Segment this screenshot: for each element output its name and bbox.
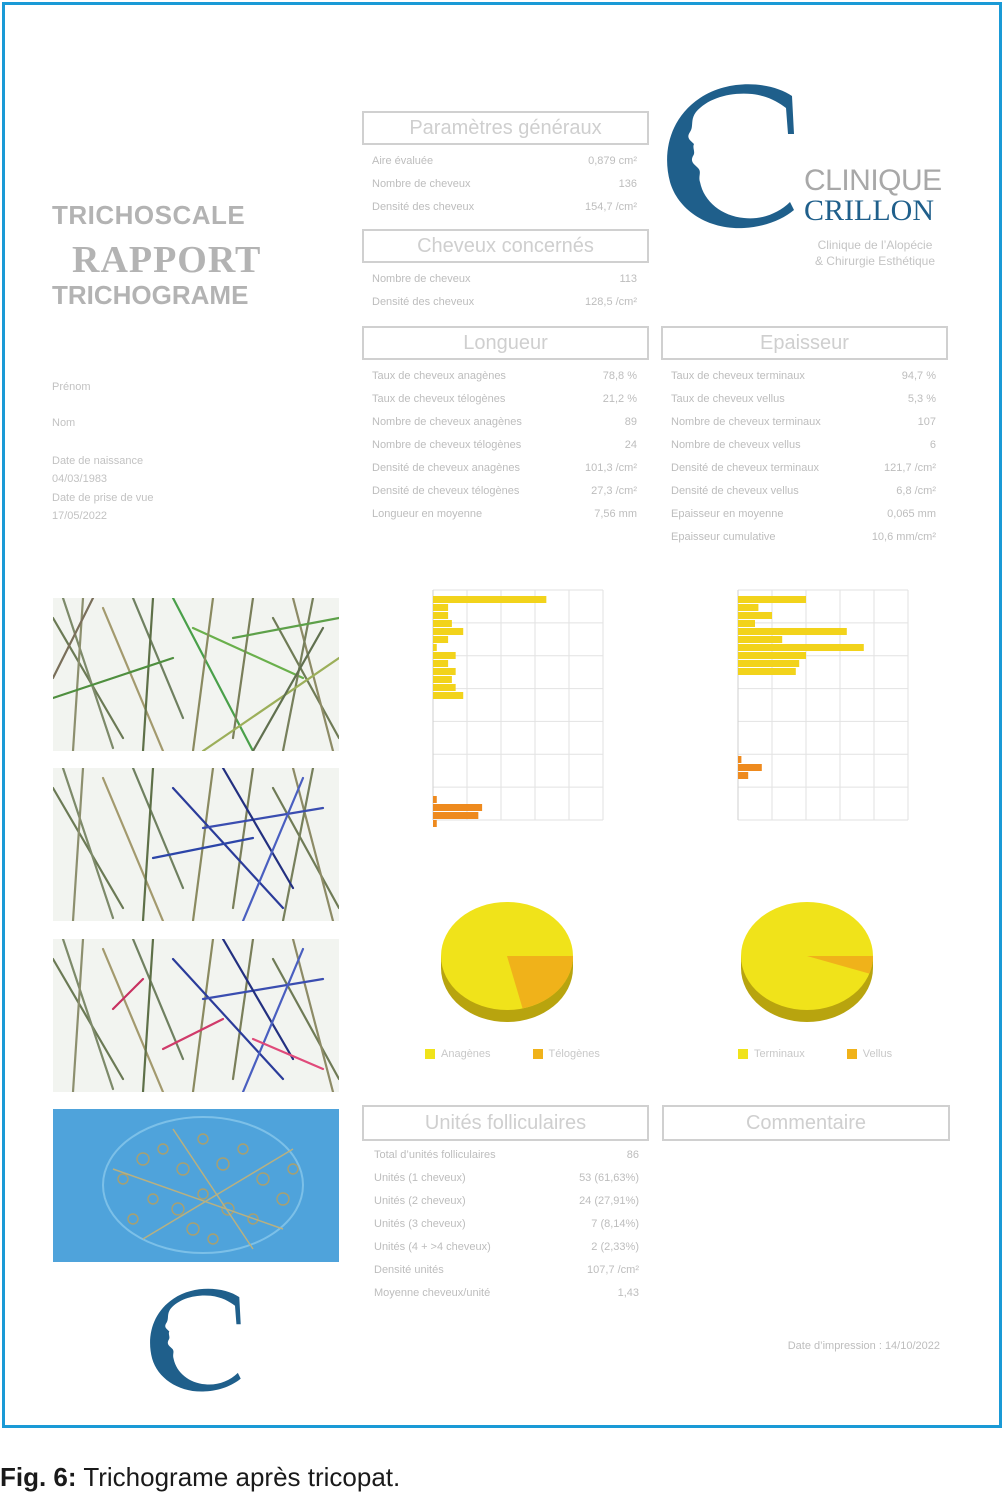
table-row [372, 434, 637, 457]
row-label: Densité de cheveux anagènes [372, 462, 520, 474]
bar-anagènes [433, 668, 456, 675]
bar-terminaux [738, 596, 806, 603]
row-label: Densité unités [374, 1264, 444, 1276]
row-label: Moyenne cheveux/unité [374, 1287, 491, 1299]
row-label: Taux de cheveux terminaux [671, 370, 805, 382]
bar-terminaux [738, 604, 758, 611]
bar-terminaux [738, 620, 755, 627]
thickness-pie-legend [738, 1048, 892, 1060]
table-row [372, 173, 637, 196]
figure-caption-label: Fig. 6: [0, 1462, 77, 1492]
bar-anagènes [433, 692, 463, 699]
row-label: Epaisseur en moyenne [671, 508, 784, 520]
table-row [374, 1282, 639, 1305]
row-value: 113 [619, 273, 637, 285]
trichogram-photo-3 [53, 939, 339, 1092]
row-label: Unités (1 cheveux) [374, 1172, 466, 1184]
bar-anagènes [433, 644, 437, 651]
row-label: Densité de cheveux télogènes [372, 485, 520, 497]
report-title-trichoscale: TRICHOSCALE [52, 200, 246, 230]
legend-label: Vellus [862, 1048, 893, 1060]
bar-vellus [738, 756, 741, 763]
comment-title: Commentaire [662, 1105, 950, 1141]
row-label: Taux de cheveux télogènes [372, 393, 506, 405]
bar-télogènes [433, 804, 482, 811]
bar-anagènes [433, 652, 456, 659]
report-title-rapport: RAPPORT [72, 239, 262, 281]
meta-shot-date: 17/05/2022 [52, 510, 108, 522]
table-row [372, 268, 637, 291]
row-value: 24 (27,91%) [579, 1195, 639, 1207]
row-value: 107,7 /cm² [587, 1264, 639, 1276]
row-value: 27,3 /cm² [591, 485, 637, 497]
table-row [671, 388, 936, 411]
bar-anagènes [433, 612, 448, 619]
row-label: Nombre de cheveux [372, 178, 471, 190]
row-label: Unités (4 + >4 cheveux) [374, 1241, 491, 1253]
bar-anagènes [433, 620, 452, 627]
row-label: Unités (2 cheveux) [374, 1195, 466, 1207]
table-row [374, 1236, 639, 1259]
table-row [671, 365, 936, 388]
legend-swatch-anagen [425, 1049, 435, 1059]
bar-télogènes [433, 820, 437, 827]
thickness-pie-chart [735, 900, 885, 1030]
row-value: 78,8 % [602, 370, 637, 382]
bar-anagènes [433, 684, 456, 691]
thickness-title: Epaisseur [661, 326, 948, 360]
table-row [374, 1259, 639, 1282]
legend-swatch-vellus [847, 1049, 857, 1059]
table-row [372, 480, 637, 503]
table-row [372, 503, 637, 526]
row-label: Densité des cheveux [372, 201, 475, 213]
table-row [671, 480, 936, 503]
trichogram-photo-1 [53, 598, 339, 751]
legend-label: Terminaux [754, 1048, 805, 1060]
follicular-units-photo [53, 1109, 339, 1262]
row-label: Longueur en moyenne [372, 508, 483, 520]
bar-anagènes [433, 676, 452, 683]
meta-lastname: Nom [52, 417, 76, 429]
length-histogram [395, 580, 625, 860]
length-pie-legend [425, 1048, 600, 1060]
meta-shot-date-label: Date de prise de vue [52, 492, 154, 504]
bar-terminaux [738, 652, 806, 659]
bar-vellus [738, 764, 762, 771]
report-title-trichograme: TRICHOGRAME [52, 280, 249, 310]
clinic-logo-c-icon [660, 82, 800, 230]
length-title: Longueur [362, 326, 649, 360]
table-row [372, 291, 637, 314]
clinic-logo-line1: CLINIQUE [804, 164, 942, 197]
row-value: 107 [917, 416, 936, 428]
legend-swatch-terminal [738, 1049, 748, 1059]
trichogram-photo-2 [53, 768, 339, 921]
bar-anagènes [433, 636, 448, 643]
params-table [372, 150, 637, 219]
bar-anagènes [433, 628, 463, 635]
row-value: 136 [618, 178, 637, 190]
thickness-histogram [700, 580, 930, 860]
clinic-logo-small-c-icon [145, 1286, 245, 1394]
row-value: 10,6 mm/cm² [871, 531, 936, 543]
row-label: Epaisseur cumulative [671, 531, 776, 543]
row-value: 53 (61,63%) [579, 1172, 639, 1184]
table-row [671, 434, 936, 457]
table-row [372, 457, 637, 480]
row-label: Nombre de cheveux anagènes [372, 416, 522, 428]
row-label: Taux de cheveux anagènes [372, 370, 506, 382]
table-row [372, 365, 637, 388]
bar-anagènes [433, 660, 448, 667]
clinic-logo-sub1: Clinique de l’Alopécie [817, 238, 933, 252]
follicular-title: Unités folliculaires [362, 1105, 649, 1141]
clinic-logo-line2: CRILLON [804, 194, 934, 227]
concerned-table [372, 268, 637, 314]
bar-anagènes [433, 596, 546, 603]
row-label: Nombre de cheveux télogènes [372, 439, 522, 451]
row-value: 5,3 % [907, 393, 936, 405]
legend-swatch-telogen [533, 1049, 543, 1059]
row-value: 0,879 cm² [588, 155, 637, 167]
table-row [372, 388, 637, 411]
table-row [374, 1213, 639, 1236]
row-label: Densité de cheveux vellus [671, 485, 799, 497]
length-table [372, 365, 637, 526]
row-label: Taux de cheveux vellus [671, 393, 785, 405]
bar-terminaux [738, 628, 847, 635]
bar-anagènes [433, 604, 448, 611]
row-value: 6,8 /cm² [896, 485, 936, 497]
legend-label: Télogènes [548, 1048, 600, 1060]
row-value: 86 [626, 1149, 639, 1161]
params-title: Paramètres généraux [362, 111, 649, 145]
row-value: 2 (2,33%) [591, 1241, 639, 1253]
bar-terminaux [738, 668, 796, 675]
table-row [374, 1190, 639, 1213]
meta-birthdate-label: Date de naissance [52, 455, 144, 467]
thickness-table [671, 365, 936, 549]
row-value: 7 (8,14%) [591, 1218, 639, 1230]
length-pie-chart [435, 900, 585, 1030]
bar-vellus [738, 772, 748, 779]
print-date: Date d’impression : 14/10/2022 [787, 1340, 940, 1352]
bar-télogènes [433, 812, 478, 819]
row-label: Nombre de cheveux vellus [671, 439, 801, 451]
row-value: 1,43 [617, 1287, 639, 1299]
table-row [372, 196, 637, 219]
table-row [374, 1167, 639, 1190]
concerned-title: Cheveux concernés [362, 229, 649, 263]
legend-label: Anagènes [441, 1048, 491, 1060]
meta-birthdate: 04/03/1983 [52, 473, 108, 485]
row-value: 21,2 % [602, 393, 637, 405]
row-value: 6 [929, 439, 936, 451]
table-row [671, 503, 936, 526]
figure-caption [0, 1462, 400, 1493]
row-value: 94,7 % [901, 370, 936, 382]
row-label: Nombre de cheveux terminaux [671, 416, 821, 428]
row-value: 154,7 /cm² [585, 201, 637, 213]
clinic-logo-sub2: & Chirurgie Esthétique [814, 254, 936, 268]
table-row [372, 150, 637, 173]
bar-terminaux [738, 644, 864, 651]
table-row [374, 1144, 639, 1167]
row-value: 121,7 /cm² [884, 462, 936, 474]
table-row [671, 457, 936, 480]
row-value: 101,3 /cm² [585, 462, 637, 474]
row-value: 89 [624, 416, 637, 428]
follicular-table [374, 1144, 639, 1305]
table-row [671, 411, 936, 434]
row-value: 7,56 mm [594, 508, 637, 520]
row-label: Aire évaluée [372, 155, 434, 167]
bar-télogènes [433, 796, 437, 803]
row-label: Densité des cheveux [372, 296, 475, 308]
meta-firstname: Prénom [52, 381, 91, 393]
bar-terminaux [738, 660, 799, 667]
row-label: Unités (3 cheveux) [374, 1218, 466, 1230]
bar-terminaux [738, 612, 772, 619]
row-value: 24 [624, 439, 637, 451]
table-row [372, 411, 637, 434]
bar-terminaux [738, 636, 782, 643]
row-label: Densité de cheveux terminaux [671, 462, 819, 474]
row-label: Nombre de cheveux [372, 273, 471, 285]
table-row [671, 526, 936, 549]
row-value: 0,065 mm [887, 508, 936, 520]
row-label: Total d’unités folliculaires [374, 1149, 496, 1161]
row-value: 128,5 /cm² [585, 296, 637, 308]
figure-caption-text: Trichograme après tricopat. [76, 1462, 401, 1492]
